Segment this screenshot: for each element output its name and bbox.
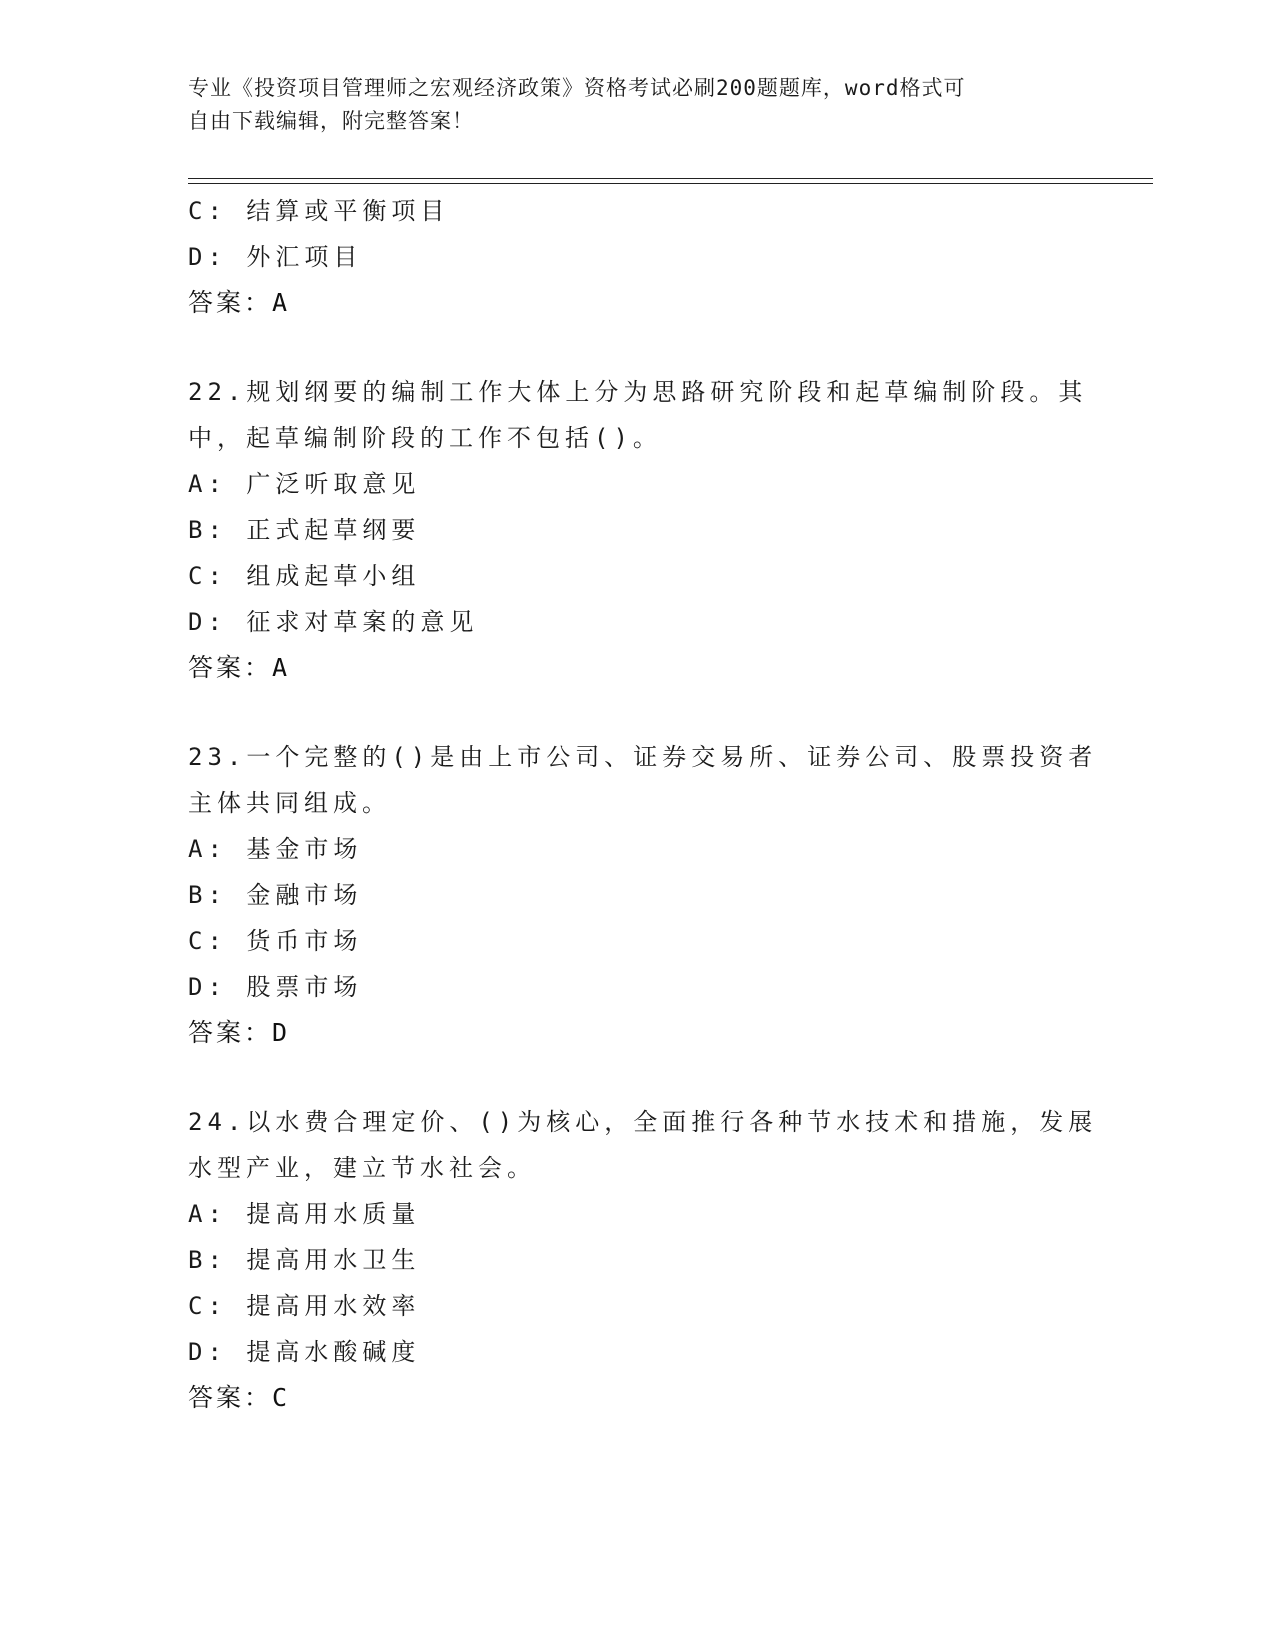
option-c: C: 结算或平衡项目 [188,197,450,225]
answer-line: 答案：A [188,653,291,682]
header-divider-bottom [188,183,1153,184]
question-23 [188,734,1098,1056]
option-c: C: 提高用水效率 [188,1292,421,1320]
option-c: C: 组成起草小组 [188,562,421,590]
document-body [188,188,1098,1421]
question-stem-line-2: 主体共同组成。 [188,789,391,817]
question-24 [188,1099,1098,1421]
question-stem-line-1: 24.以水费合理定价、()为核心，全面推行各种节水技术和措施，发展 [188,1108,1098,1136]
question-21-continued [188,188,1088,326]
option-d: D: 外汇项目 [188,243,363,271]
option-d: D: 征求对草案的意见 [188,608,479,636]
question-stem-line-2: 水型产业，建立节水社会。 [188,1154,536,1182]
option-a: A: 基金市场 [188,835,363,863]
header-title-line-1: 专业《投资项目管理师之宏观经济政策》资格考试必刷200题题库，word格式可 [188,76,966,100]
question-22 [188,369,1088,691]
answer-line: 答案：D [188,1018,291,1047]
option-b: B: 正式起草纲要 [188,516,421,544]
question-stem-line-1: 22.规划纲要的编制工作大体上分为思路研究阶段和起草编制阶段。其 [188,378,1088,406]
option-a: A: 提高用水质量 [188,1200,421,1228]
spacer [188,1056,1088,1099]
spacer [188,326,1088,369]
option-d: D: 股票市场 [188,973,363,1001]
document-header [188,72,1068,138]
answer-line: 答案：C [188,1383,291,1412]
header-divider-top [188,178,1153,179]
option-a: A: 广泛听取意见 [188,470,421,498]
question-stem-line-1: 23.一个完整的()是由上市公司、证券交易所、证券公司、股票投资者 [188,743,1098,771]
header-title-line-2: 自由下载编辑，附完整答案！ [188,109,474,133]
answer-line: 答案：A [188,288,291,317]
option-d: D: 提高水酸碱度 [188,1338,421,1366]
option-b: B: 金融市场 [188,881,363,909]
option-b: B: 提高用水卫生 [188,1246,421,1274]
spacer [188,691,1088,734]
question-stem-line-2: 中，起草编制阶段的工作不包括()。 [188,424,662,452]
option-c: C: 货币市场 [188,927,363,955]
